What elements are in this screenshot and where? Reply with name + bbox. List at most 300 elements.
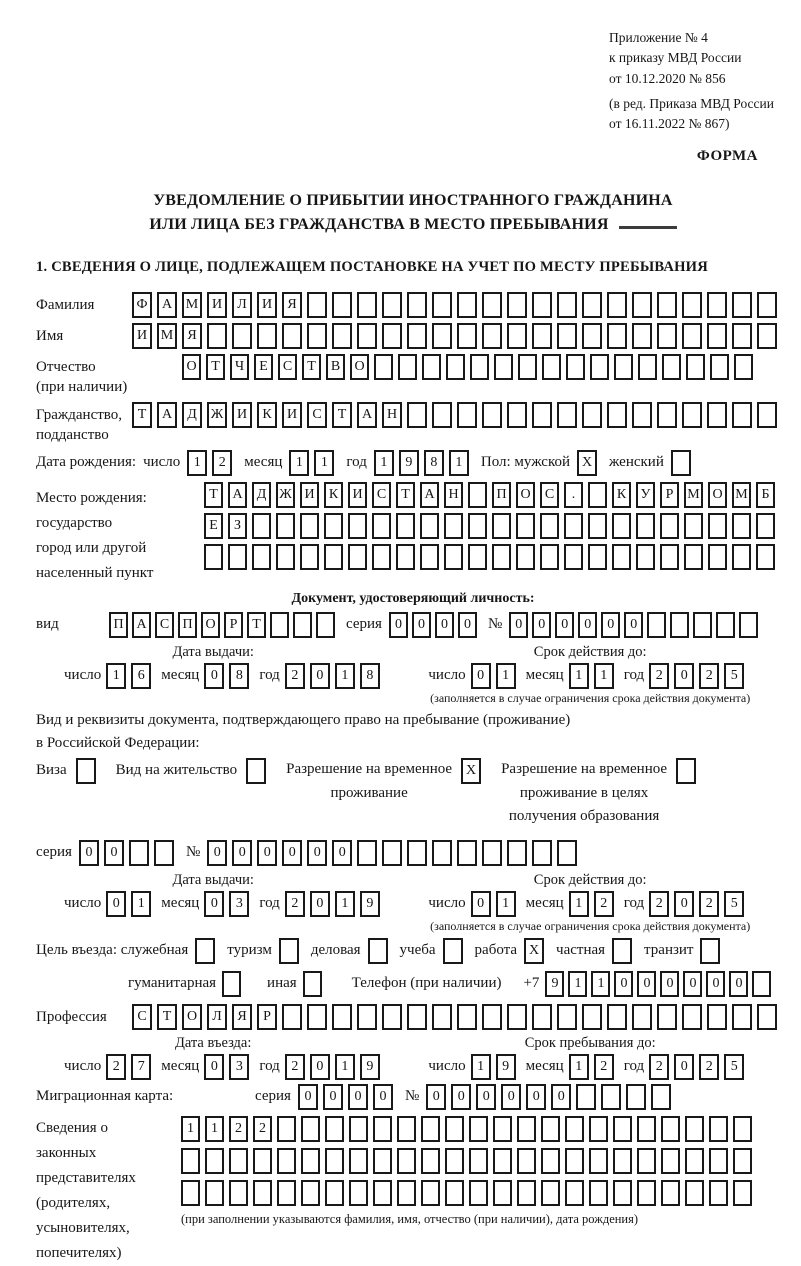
given-name-cell[interactable] <box>307 323 327 349</box>
doc-kind-cell[interactable]: П <box>109 612 128 638</box>
surname-cell[interactable] <box>482 292 502 318</box>
guardians-cell[interactable] <box>445 1116 464 1142</box>
guardians-cell[interactable] <box>373 1180 392 1206</box>
guardians-cell[interactable] <box>733 1116 752 1142</box>
guardians-cell[interactable] <box>421 1148 440 1174</box>
guardians-cell[interactable] <box>421 1116 440 1142</box>
birthplace-cell[interactable]: Т <box>204 482 223 508</box>
doc-issue-year-cell[interactable]: 0 <box>310 663 330 689</box>
mig-series-cell[interactable]: 0 <box>323 1084 343 1110</box>
patronymic-cell[interactable]: О <box>182 354 201 380</box>
profession-cell[interactable] <box>632 1004 652 1030</box>
patronymic-cell[interactable] <box>374 354 393 380</box>
permit-number-cell[interactable]: 0 <box>257 840 277 866</box>
birthplace-cell[interactable]: К <box>324 482 343 508</box>
permit-number-cell[interactable] <box>382 840 402 866</box>
doc-number-cell[interactable]: 0 <box>532 612 551 638</box>
guardians-cell[interactable] <box>253 1148 272 1174</box>
birthplace-cell[interactable]: Н <box>444 482 463 508</box>
guardians-cell[interactable] <box>229 1180 248 1206</box>
guardians-cell[interactable] <box>325 1180 344 1206</box>
guardians-cell[interactable] <box>541 1116 560 1142</box>
mig-number-cell[interactable]: 0 <box>451 1084 471 1110</box>
doc-series-cell[interactable]: 0 <box>435 612 454 638</box>
birthplace-cell[interactable]: И <box>300 482 319 508</box>
guardians-cell[interactable] <box>181 1180 200 1206</box>
doc-number-cell[interactable]: 0 <box>578 612 597 638</box>
birthplace-cell[interactable]: О <box>516 482 535 508</box>
profession-cell[interactable]: Я <box>232 1004 252 1030</box>
surname-cell[interactable]: Л <box>232 292 252 318</box>
mig-number-cell[interactable] <box>626 1084 646 1110</box>
guardians-cell[interactable] <box>685 1148 704 1174</box>
citizenship-cell[interactable] <box>407 402 427 428</box>
permit-number-cell[interactable] <box>432 840 452 866</box>
birthplace-cell[interactable] <box>420 544 439 570</box>
permit-number-cell[interactable]: 0 <box>207 840 227 866</box>
birthplace-cell[interactable]: Р <box>660 482 679 508</box>
surname-cell[interactable] <box>507 292 527 318</box>
birthplace-cell[interactable] <box>564 544 583 570</box>
birthplace-cell[interactable] <box>492 513 511 539</box>
guardians-cell[interactable] <box>661 1116 680 1142</box>
permit-number-cell[interactable] <box>557 840 577 866</box>
entry-year-cell[interactable]: 1 <box>335 1054 355 1080</box>
guardians-cell[interactable] <box>637 1148 656 1174</box>
citizenship-cell[interactable] <box>682 402 702 428</box>
guardians-cell[interactable] <box>709 1148 728 1174</box>
doc-valid-year-cell[interactable]: 5 <box>724 663 744 689</box>
patronymic-cell[interactable]: Ч <box>230 354 249 380</box>
profession-cell[interactable] <box>482 1004 502 1030</box>
mig-number-cell[interactable]: 0 <box>551 1084 571 1110</box>
patronymic-cell[interactable] <box>638 354 657 380</box>
profession-cell[interactable] <box>307 1004 327 1030</box>
birthplace-cell[interactable] <box>756 513 775 539</box>
birthplace-cell[interactable]: О <box>708 482 727 508</box>
birthplace-cell[interactable] <box>708 513 727 539</box>
birthplace-cell[interactable]: С <box>540 482 559 508</box>
guardians-cell[interactable] <box>589 1148 608 1174</box>
doc-kind-cell[interactable] <box>293 612 312 638</box>
birthplace-cell[interactable] <box>612 513 631 539</box>
citizenship-cell[interactable] <box>607 402 627 428</box>
birthplace-cell[interactable]: . <box>564 482 583 508</box>
mig-number-cell[interactable] <box>651 1084 671 1110</box>
birthplace-cell[interactable]: А <box>420 482 439 508</box>
guardians-cell[interactable] <box>253 1180 272 1206</box>
doc-issue-year-cell[interactable]: 8 <box>360 663 380 689</box>
guardians-cell[interactable] <box>397 1180 416 1206</box>
citizenship-cell[interactable] <box>707 402 727 428</box>
doc-kind-cell[interactable] <box>270 612 289 638</box>
profession-cell[interactable] <box>732 1004 752 1030</box>
guardians-cell[interactable] <box>589 1180 608 1206</box>
guardians-cell[interactable] <box>661 1180 680 1206</box>
guardians-cell[interactable] <box>517 1116 536 1142</box>
surname-cell[interactable] <box>707 292 727 318</box>
given-name-cell[interactable] <box>382 323 402 349</box>
citizenship-cell[interactable]: И <box>282 402 302 428</box>
permit-number-cell[interactable]: 0 <box>332 840 352 866</box>
patronymic-cell[interactable] <box>422 354 441 380</box>
mig-number-cell[interactable]: 0 <box>501 1084 521 1110</box>
stay-year-cell[interactable]: 2 <box>699 1054 719 1080</box>
guardians-cell[interactable] <box>421 1180 440 1206</box>
temp-edu-checkbox[interactable] <box>676 758 696 784</box>
doc-issue-day-cell[interactable]: 1 <box>106 663 126 689</box>
birthplace-cell[interactable]: Е <box>204 513 223 539</box>
given-name-cell[interactable]: И <box>132 323 152 349</box>
given-name-cell[interactable] <box>632 323 652 349</box>
stay-day-cell[interactable]: 9 <box>496 1054 516 1080</box>
birthplace-cell[interactable]: М <box>684 482 703 508</box>
doc-issue-year-cell[interactable]: 2 <box>285 663 305 689</box>
phone-cell[interactable]: 1 <box>568 971 587 997</box>
surname-cell[interactable] <box>682 292 702 318</box>
birthplace-cell[interactable] <box>732 544 751 570</box>
permit-issue-month-cell[interactable]: 3 <box>229 891 249 917</box>
permit-series-cell[interactable] <box>154 840 174 866</box>
birthplace-cell[interactable] <box>756 544 775 570</box>
birthplace-cell[interactable] <box>660 513 679 539</box>
guardians-cell[interactable] <box>637 1180 656 1206</box>
doc-number-cell[interactable] <box>693 612 712 638</box>
stay-year-cell[interactable]: 5 <box>724 1054 744 1080</box>
citizenship-cell[interactable] <box>482 402 502 428</box>
guardians-cell[interactable] <box>613 1116 632 1142</box>
guardians-cell[interactable] <box>445 1148 464 1174</box>
permit-issue-year-cell[interactable]: 2 <box>285 891 305 917</box>
entry-day-cell[interactable]: 2 <box>106 1054 126 1080</box>
birthplace-cell[interactable] <box>204 544 223 570</box>
surname-cell[interactable] <box>732 292 752 318</box>
citizenship-cell[interactable]: К <box>257 402 277 428</box>
purpose-tourism-checkbox[interactable] <box>279 938 299 964</box>
stay-year-cell[interactable]: 2 <box>649 1054 669 1080</box>
purpose-study-checkbox[interactable] <box>443 938 463 964</box>
guardians-cell[interactable] <box>301 1180 320 1206</box>
surname-cell[interactable] <box>407 292 427 318</box>
permit-issue-day-cell[interactable]: 0 <box>106 891 126 917</box>
surname-cell[interactable] <box>357 292 377 318</box>
profession-cell[interactable] <box>507 1004 527 1030</box>
patronymic-cell[interactable]: Т <box>302 354 321 380</box>
doc-number-cell[interactable]: 0 <box>624 612 643 638</box>
profession-cell[interactable] <box>407 1004 427 1030</box>
permit-valid-month-cell[interactable]: 2 <box>594 891 614 917</box>
permit-issue-year-cell[interactable]: 1 <box>335 891 355 917</box>
guardians-cell[interactable] <box>229 1148 248 1174</box>
birthplace-cell[interactable] <box>540 544 559 570</box>
guardians-cell[interactable] <box>685 1180 704 1206</box>
guardians-cell[interactable] <box>325 1148 344 1174</box>
citizenship-cell[interactable] <box>532 402 552 428</box>
permit-valid-month-cell[interactable]: 1 <box>569 891 589 917</box>
citizenship-cell[interactable]: А <box>157 402 177 428</box>
phone-cell[interactable]: 9 <box>545 971 564 997</box>
profession-cell[interactable] <box>757 1004 777 1030</box>
permit-series-cell[interactable]: 0 <box>79 840 99 866</box>
birthplace-cell[interactable] <box>348 544 367 570</box>
guardians-cell[interactable]: 1 <box>181 1116 200 1142</box>
patronymic-cell[interactable]: О <box>350 354 369 380</box>
surname-cell[interactable]: И <box>207 292 227 318</box>
profession-cell[interactable] <box>282 1004 302 1030</box>
citizenship-cell[interactable]: Т <box>332 402 352 428</box>
surname-cell[interactable] <box>532 292 552 318</box>
doc-kind-cell[interactable]: С <box>155 612 174 638</box>
citizenship-cell[interactable] <box>732 402 752 428</box>
patronymic-cell[interactable] <box>446 354 465 380</box>
permit-issue-year-cell[interactable]: 0 <box>310 891 330 917</box>
birthplace-cell[interactable] <box>636 513 655 539</box>
birthplace-cell[interactable] <box>516 544 535 570</box>
patronymic-cell[interactable] <box>686 354 705 380</box>
birthplace-cell[interactable]: М <box>732 482 751 508</box>
guardians-cell[interactable] <box>469 1180 488 1206</box>
mig-series-cell[interactable]: 0 <box>298 1084 318 1110</box>
doc-kind-cell[interactable]: Р <box>224 612 243 638</box>
doc-valid-year-cell[interactable]: 0 <box>674 663 694 689</box>
guardians-cell[interactable] <box>709 1116 728 1142</box>
birthplace-cell[interactable] <box>468 544 487 570</box>
given-name-cell[interactable] <box>332 323 352 349</box>
mig-series-cell[interactable]: 0 <box>348 1084 368 1110</box>
patronymic-cell[interactable] <box>494 354 513 380</box>
guardians-cell[interactable] <box>565 1180 584 1206</box>
doc-kind-cell[interactable]: О <box>201 612 220 638</box>
phone-cell[interactable]: 1 <box>591 971 610 997</box>
guardians-cell[interactable] <box>301 1116 320 1142</box>
birth-day-cell[interactable]: 1 <box>187 450 207 476</box>
birthplace-cell[interactable]: У <box>636 482 655 508</box>
doc-series-cell[interactable]: 0 <box>389 612 408 638</box>
mig-number-cell[interactable] <box>601 1084 621 1110</box>
birthplace-cell[interactable] <box>348 513 367 539</box>
birth-year-cell[interactable]: 1 <box>449 450 469 476</box>
surname-cell[interactable]: А <box>157 292 177 318</box>
patronymic-cell[interactable]: В <box>326 354 345 380</box>
doc-kind-cell[interactable]: Т <box>247 612 266 638</box>
mig-number-cell[interactable]: 0 <box>526 1084 546 1110</box>
guardians-cell[interactable] <box>541 1148 560 1174</box>
guardians-cell[interactable] <box>277 1116 296 1142</box>
purpose-private-checkbox[interactable] <box>612 938 632 964</box>
surname-cell[interactable] <box>382 292 402 318</box>
guardians-cell[interactable] <box>613 1180 632 1206</box>
doc-number-cell[interactable]: 0 <box>555 612 574 638</box>
profession-cell[interactable]: Т <box>157 1004 177 1030</box>
guardians-cell[interactable] <box>397 1116 416 1142</box>
surname-cell[interactable] <box>332 292 352 318</box>
birthplace-cell[interactable] <box>252 544 271 570</box>
guardians-cell[interactable] <box>493 1148 512 1174</box>
guardians-cell[interactable] <box>373 1148 392 1174</box>
given-name-cell[interactable] <box>257 323 277 349</box>
permit-valid-year-cell[interactable]: 5 <box>724 891 744 917</box>
permit-number-cell[interactable]: 0 <box>232 840 252 866</box>
birth-year-cell[interactable]: 8 <box>424 450 444 476</box>
citizenship-cell[interactable] <box>632 402 652 428</box>
patronymic-cell[interactable] <box>542 354 561 380</box>
birthplace-cell[interactable] <box>300 544 319 570</box>
surname-cell[interactable] <box>457 292 477 318</box>
mig-number-cell[interactable] <box>576 1084 596 1110</box>
guardians-cell[interactable] <box>277 1180 296 1206</box>
phone-cell[interactable]: 0 <box>660 971 679 997</box>
doc-valid-month-cell[interactable]: 1 <box>569 663 589 689</box>
guardians-cell[interactable] <box>349 1180 368 1206</box>
guardians-cell[interactable] <box>709 1180 728 1206</box>
birthplace-cell[interactable] <box>588 544 607 570</box>
citizenship-cell[interactable]: С <box>307 402 327 428</box>
permit-valid-day-cell[interactable]: 0 <box>471 891 491 917</box>
doc-number-cell[interactable] <box>716 612 735 638</box>
birthplace-cell[interactable] <box>324 544 343 570</box>
guardians-cell[interactable] <box>493 1180 512 1206</box>
given-name-cell[interactable] <box>282 323 302 349</box>
profession-cell[interactable]: О <box>182 1004 202 1030</box>
given-name-cell[interactable] <box>432 323 452 349</box>
given-name-cell[interactable] <box>732 323 752 349</box>
patronymic-cell[interactable] <box>518 354 537 380</box>
phone-cell[interactable]: 0 <box>637 971 656 997</box>
birthplace-cell[interactable] <box>276 513 295 539</box>
birthplace-cell[interactable] <box>684 513 703 539</box>
guardians-cell[interactable] <box>205 1180 224 1206</box>
purpose-work-checkbox[interactable]: X <box>524 938 544 964</box>
guardians-cell[interactable] <box>493 1116 512 1142</box>
purpose-business-checkbox[interactable] <box>368 938 388 964</box>
permit-valid-year-cell[interactable]: 2 <box>699 891 719 917</box>
doc-valid-year-cell[interactable]: 2 <box>649 663 669 689</box>
permit-valid-year-cell[interactable]: 0 <box>674 891 694 917</box>
permit-number-cell[interactable] <box>507 840 527 866</box>
permit-number-cell[interactable] <box>357 840 377 866</box>
birthplace-cell[interactable] <box>708 544 727 570</box>
doc-series-cell[interactable]: 0 <box>458 612 477 638</box>
doc-valid-year-cell[interactable]: 2 <box>699 663 719 689</box>
citizenship-cell[interactable] <box>457 402 477 428</box>
birthplace-cell[interactable]: З <box>228 513 247 539</box>
guardians-cell[interactable] <box>661 1148 680 1174</box>
entry-day-cell[interactable]: 7 <box>131 1054 151 1080</box>
permit-series-cell[interactable] <box>129 840 149 866</box>
guardians-cell[interactable] <box>277 1148 296 1174</box>
guardians-cell[interactable] <box>445 1180 464 1206</box>
citizenship-cell[interactable]: Т <box>132 402 152 428</box>
guardians-cell[interactable] <box>517 1180 536 1206</box>
guardians-cell[interactable] <box>733 1148 752 1174</box>
profession-cell[interactable] <box>607 1004 627 1030</box>
birthplace-cell[interactable]: Т <box>396 482 415 508</box>
given-name-cell[interactable] <box>582 323 602 349</box>
birthplace-cell[interactable] <box>228 544 247 570</box>
doc-valid-day-cell[interactable]: 1 <box>496 663 516 689</box>
patronymic-cell[interactable] <box>710 354 729 380</box>
guardians-cell[interactable] <box>541 1180 560 1206</box>
purpose-transit-checkbox[interactable] <box>700 938 720 964</box>
doc-number-cell[interactable]: 0 <box>601 612 620 638</box>
birthplace-cell[interactable] <box>564 513 583 539</box>
guardians-cell[interactable]: 2 <box>253 1116 272 1142</box>
birthplace-cell[interactable] <box>732 513 751 539</box>
guardians-cell[interactable] <box>181 1148 200 1174</box>
patronymic-cell[interactable]: Т <box>206 354 225 380</box>
birthplace-cell[interactable]: Ж <box>276 482 295 508</box>
temp-residence-checkbox[interactable]: X <box>461 758 481 784</box>
guardians-cell[interactable] <box>469 1116 488 1142</box>
birthplace-cell[interactable]: К <box>612 482 631 508</box>
permit-valid-day-cell[interactable]: 1 <box>496 891 516 917</box>
birthplace-cell[interactable] <box>300 513 319 539</box>
phone-cell[interactable]: 0 <box>706 971 725 997</box>
doc-kind-cell[interactable]: П <box>178 612 197 638</box>
purpose-official-checkbox[interactable] <box>195 938 215 964</box>
birthplace-cell[interactable] <box>396 544 415 570</box>
given-name-cell[interactable]: Я <box>182 323 202 349</box>
entry-month-cell[interactable]: 0 <box>204 1054 224 1080</box>
mig-series-cell[interactable]: 0 <box>373 1084 393 1110</box>
birthplace-cell[interactable] <box>636 544 655 570</box>
surname-cell[interactable] <box>607 292 627 318</box>
permit-number-cell[interactable] <box>407 840 427 866</box>
birthplace-cell[interactable] <box>468 482 487 508</box>
birthplace-cell[interactable] <box>468 513 487 539</box>
citizenship-cell[interactable] <box>557 402 577 428</box>
given-name-cell[interactable] <box>507 323 527 349</box>
patronymic-cell[interactable] <box>614 354 633 380</box>
patronymic-cell[interactable] <box>398 354 417 380</box>
permit-issue-year-cell[interactable]: 9 <box>360 891 380 917</box>
patronymic-cell[interactable] <box>734 354 753 380</box>
profession-cell[interactable] <box>457 1004 477 1030</box>
entry-year-cell[interactable]: 9 <box>360 1054 380 1080</box>
guardians-cell[interactable] <box>349 1116 368 1142</box>
doc-series-cell[interactable]: 0 <box>412 612 431 638</box>
mig-number-cell[interactable]: 0 <box>476 1084 496 1110</box>
surname-cell[interactable] <box>557 292 577 318</box>
citizenship-cell[interactable]: И <box>232 402 252 428</box>
doc-valid-month-cell[interactable]: 1 <box>594 663 614 689</box>
guardians-cell[interactable] <box>733 1180 752 1206</box>
permit-valid-year-cell[interactable]: 2 <box>649 891 669 917</box>
guardians-cell[interactable]: 1 <box>205 1116 224 1142</box>
guardians-cell[interactable] <box>397 1148 416 1174</box>
sex-female-checkbox[interactable] <box>671 450 691 476</box>
phone-cell[interactable]: 0 <box>614 971 633 997</box>
birthplace-cell[interactable] <box>612 544 631 570</box>
purpose-humanitarian-checkbox[interactable] <box>222 971 241 997</box>
surname-cell[interactable] <box>632 292 652 318</box>
birthplace-cell[interactable] <box>420 513 439 539</box>
birth-year-cell[interactable]: 9 <box>399 450 419 476</box>
profession-cell[interactable] <box>657 1004 677 1030</box>
birthplace-cell[interactable] <box>276 544 295 570</box>
given-name-cell[interactable] <box>707 323 727 349</box>
stay-year-cell[interactable]: 0 <box>674 1054 694 1080</box>
doc-number-cell[interactable]: 0 <box>509 612 528 638</box>
residence-permit-checkbox[interactable] <box>246 758 266 784</box>
doc-number-cell[interactable] <box>739 612 758 638</box>
profession-cell[interactable]: Р <box>257 1004 277 1030</box>
profession-cell[interactable] <box>532 1004 552 1030</box>
stay-month-cell[interactable]: 2 <box>594 1054 614 1080</box>
guardians-cell[interactable] <box>613 1148 632 1174</box>
permit-issue-month-cell[interactable]: 0 <box>204 891 224 917</box>
surname-cell[interactable] <box>432 292 452 318</box>
